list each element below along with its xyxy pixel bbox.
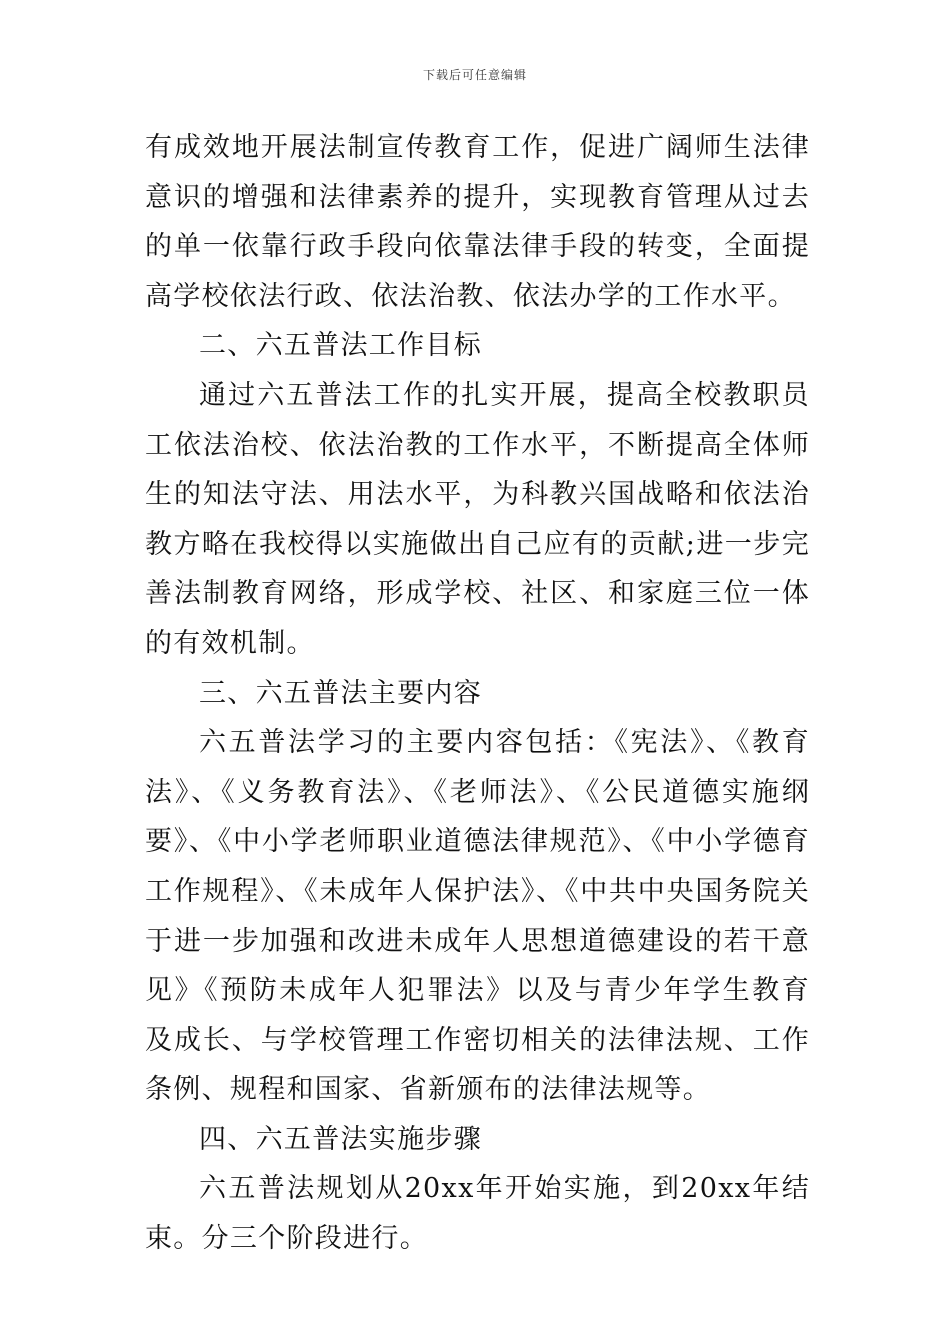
document-body [145,123,810,1264]
page-header-note: 下载后可任意编辑 [422,68,527,82]
paragraph-steps: 六五普法规划从20xx年开始实施，到20xx年结束。分三个阶段进行。 [145,1173,810,1255]
section-heading-steps: 四、六五普法实施步骤 [199,1123,482,1155]
paragraph-content: 六五普法学习的主要内容包括：《宪法》、《教育法》、《义务教育法》、《老师法》、《公民道德实施纲要》、《中小学老师职业道德法律规范》、《中小学德育工作规程》、《未成年人保护法》、《中共中央国务院关于进一步加强和改进未成年人思想道德建设的若干意见》《预防未成年人犯罪法》以及与青少年学生教育及成长、与学校管理工作密切相关的法律法规、工作条例、规程和国家、省新颁布的法律法规等。 [145,727,810,1106]
paragraph-goals: 通过六五普法工作的扎实开展，提高全校教职员工依法治校、依法治教的工作水平，不断提高全体师生的知法守法、用法水平，为科教兴国战略和依法治教方略在我校得以实施做出自己应有的贡献;进一步完善法制教育网络，形成学校、社区、和家庭三位一体的有效机制。 [145,379,810,659]
section-heading-goals: 二、六五普法工作目标 [199,330,482,362]
paragraph-intro-continuation: 有成效地开展法制宣传教育工作，促进广阔师生法律意识的增强和法律素养的提升，实现教育管理从过去的单一依靠行政手段向依靠法律手段的转变，全面提高学校依法行政、依法治教、依法办学的工作水平。 [145,132,810,312]
section-heading-content: 三、六五普法主要内容 [199,677,482,709]
